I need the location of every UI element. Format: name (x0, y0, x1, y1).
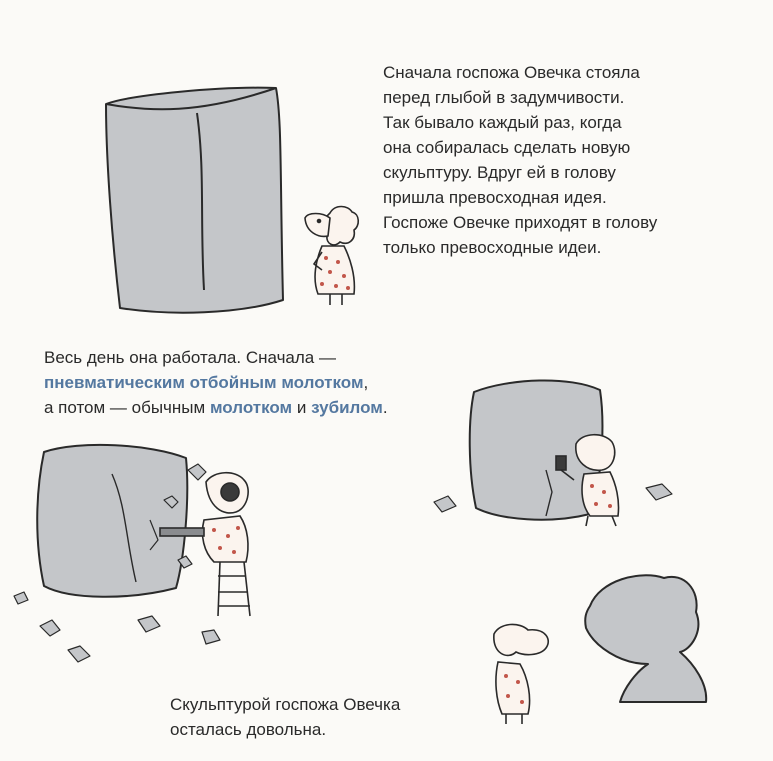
story-paragraph-3 (170, 692, 470, 742)
paragraph-line: скульптуру. Вдруг ей в голову (383, 163, 616, 182)
highlight-term-hammer: молотком (209, 398, 293, 417)
line-text: а потом — обычным (44, 398, 210, 417)
line-text: , (363, 373, 369, 392)
paragraph-line (44, 370, 484, 395)
stone-jackhammer-illustration (14, 445, 220, 662)
sheep-sculpture-illustration (585, 575, 706, 702)
line-text: и (292, 398, 312, 417)
line-text: . (382, 398, 388, 417)
sheep-thinking-illustration (305, 207, 358, 306)
paragraph-line: перед глыбой в задумчивости. (383, 88, 625, 107)
paragraph-line (44, 345, 484, 370)
paragraph-line: Сначала госпожа Овечка стояла (383, 63, 640, 82)
paragraph-line: она собиралась сделать новую (383, 138, 631, 157)
paragraph-line: Госпоже Овечке приходят в голову (383, 213, 658, 232)
stone-block-illustration (106, 88, 283, 313)
highlight-term-chisel: зубилом (311, 398, 383, 417)
story-paragraph-1 (383, 60, 763, 260)
paragraph-line: Так бывало каждый раз, когда (383, 113, 622, 132)
paragraph-line (44, 395, 484, 420)
paragraph-line: осталась довольна. (170, 720, 327, 739)
paragraph-line: пришла превосходная идея. (383, 188, 607, 207)
line-text: Весь день она работала. Сначала — (44, 348, 336, 367)
sheep-admiring-illustration (494, 624, 548, 724)
paragraph-line: Скульптурой госпожа Овечка (170, 695, 401, 714)
story-paragraph-2 (44, 345, 484, 420)
paragraph-line: только превосходные идеи. (383, 238, 602, 257)
highlight-term-jackhammer: пневматическим отбойным молотком (44, 373, 364, 392)
